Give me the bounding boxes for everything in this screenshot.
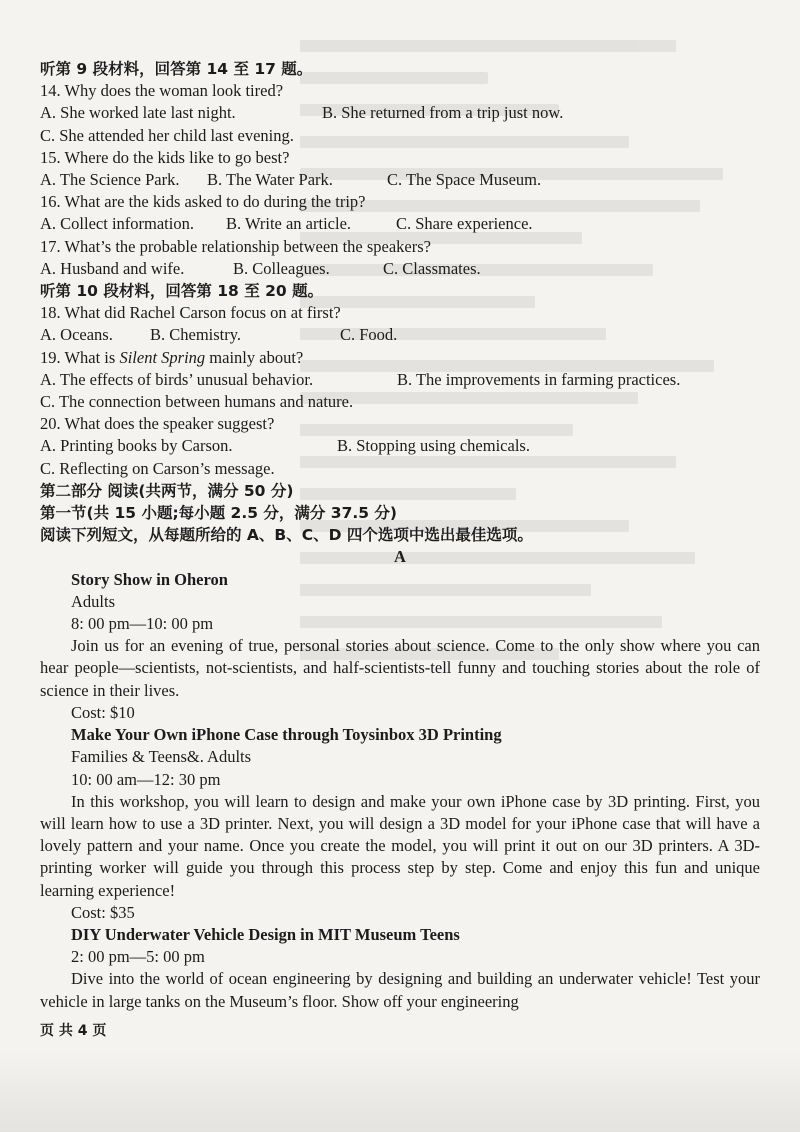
option: B. Colleagues. (233, 258, 330, 278)
event-title: DIY Underwater Vehicle Design in MIT Museum Teens (71, 924, 460, 944)
event-time: 2: 00 pm—5: 00 pm (71, 947, 205, 967)
question: 17. What’s the probable relationship between the speakers? (40, 236, 431, 256)
part-header: 第二部分 阅读(共两节，满分 50 分) (40, 481, 294, 500)
option: A. Oceans. (40, 325, 113, 345)
options-row (40, 169, 760, 191)
passage-label: A (394, 547, 406, 567)
options-row (40, 213, 760, 235)
page-content (40, 58, 760, 1013)
option: A. She worked late last night. (40, 103, 236, 123)
option: B. The improvements in farming practices. (397, 369, 681, 389)
event-title: Story Show in Oheron (71, 569, 228, 589)
option: C. Food. (340, 325, 398, 345)
section-header: 听第 9 段材料，回答第 14 至 17 题。 (40, 60, 313, 78)
option: B. Stopping using chemicals. (337, 436, 530, 456)
event-description: In this workshop, you will learn to design and make your own iPhone case by 3D printing. First, you will learn how to use a 3D printer. Next, you will design a 3D model for your iPhone case that will have a lovely pattern and your name. Once you create the model, you will print it out on our 3D printers. A 3D-printing worker will guide you through this process step by step. Come and enjoy this fun and unique learning experience! (40, 791, 760, 900)
option: C. Classmates. (383, 258, 481, 278)
event-description: Join us for an evening of true, personal stories about science. Come to the only show where you can hear people—scientists, not-scientists, and half-scientists-tell funny and touching stories about the role of science in their lives. (40, 636, 760, 700)
event-audience: Families & Teens&. Adults (71, 747, 252, 767)
section-header: 听第 10 段材料，回答第 18 至 20 题。 (40, 282, 324, 301)
option: C. She attended her child last evening. (40, 125, 294, 145)
instructions: 阅读下列短文，从每题所给的 A、B、C、D 四个选项中选出最佳选项。 (40, 526, 533, 545)
options-row (40, 435, 760, 457)
option: C. Reflecting on Carson’s message. (40, 458, 275, 478)
question: 15. Where do the kids like to go best? (40, 147, 290, 167)
question: 18. What did Rachel Carson focus on at first? (40, 303, 341, 323)
page-footer: 页 共 4 页 (40, 1023, 107, 1039)
options-row (40, 258, 760, 280)
option: B. The Water Park. (207, 170, 333, 190)
question: 20. What does the speaker suggest? (40, 414, 275, 434)
page-bottom-shade (0, 1050, 800, 1132)
option: A. The effects of birds’ unusual behavior. (40, 369, 314, 389)
option: A. The Science Park. (40, 170, 180, 190)
event-cost: Cost: $10 (71, 702, 135, 722)
option: C. The Space Museum. (387, 170, 542, 190)
event-time: 10: 00 am—12: 30 pm (71, 769, 221, 789)
option: C. Share experience. (396, 214, 533, 234)
options-row (40, 102, 760, 124)
event-title: Make Your Own iPhone Case through Toysinbox 3D Printing (71, 725, 502, 745)
question: 19. What is Silent Spring mainly about? (40, 347, 304, 367)
section-header: 第一节(共 15 小题;每小题 2.5 分，满分 37.5 分) (40, 504, 398, 523)
event-description: Dive into the world of ocean engineering by designing and building an underwater vehicle! Test your vehicle in large tanks on the Museum’s floor. Show off your engineering (40, 969, 760, 1011)
options-row (40, 324, 760, 346)
event-time: 8: 00 pm—10: 00 pm (71, 614, 214, 634)
event-cost: Cost: $35 (71, 902, 135, 922)
option: B. Chemistry. (150, 325, 242, 345)
option: B. Write an article. (226, 214, 352, 234)
event-audience: Adults (71, 591, 116, 611)
option: A. Printing books by Carson. (40, 436, 233, 456)
option: C. The connection between humans and nature. (40, 392, 354, 412)
option: B. She returned from a trip just now. (322, 103, 564, 123)
option: A. Collect information. (40, 214, 194, 234)
option: A. Husband and wife. (40, 258, 185, 278)
question: 16. What are the kids asked to do during the trip? (40, 192, 366, 212)
question: 14. Why does the woman look tired? (40, 81, 284, 101)
options-row (40, 369, 760, 391)
